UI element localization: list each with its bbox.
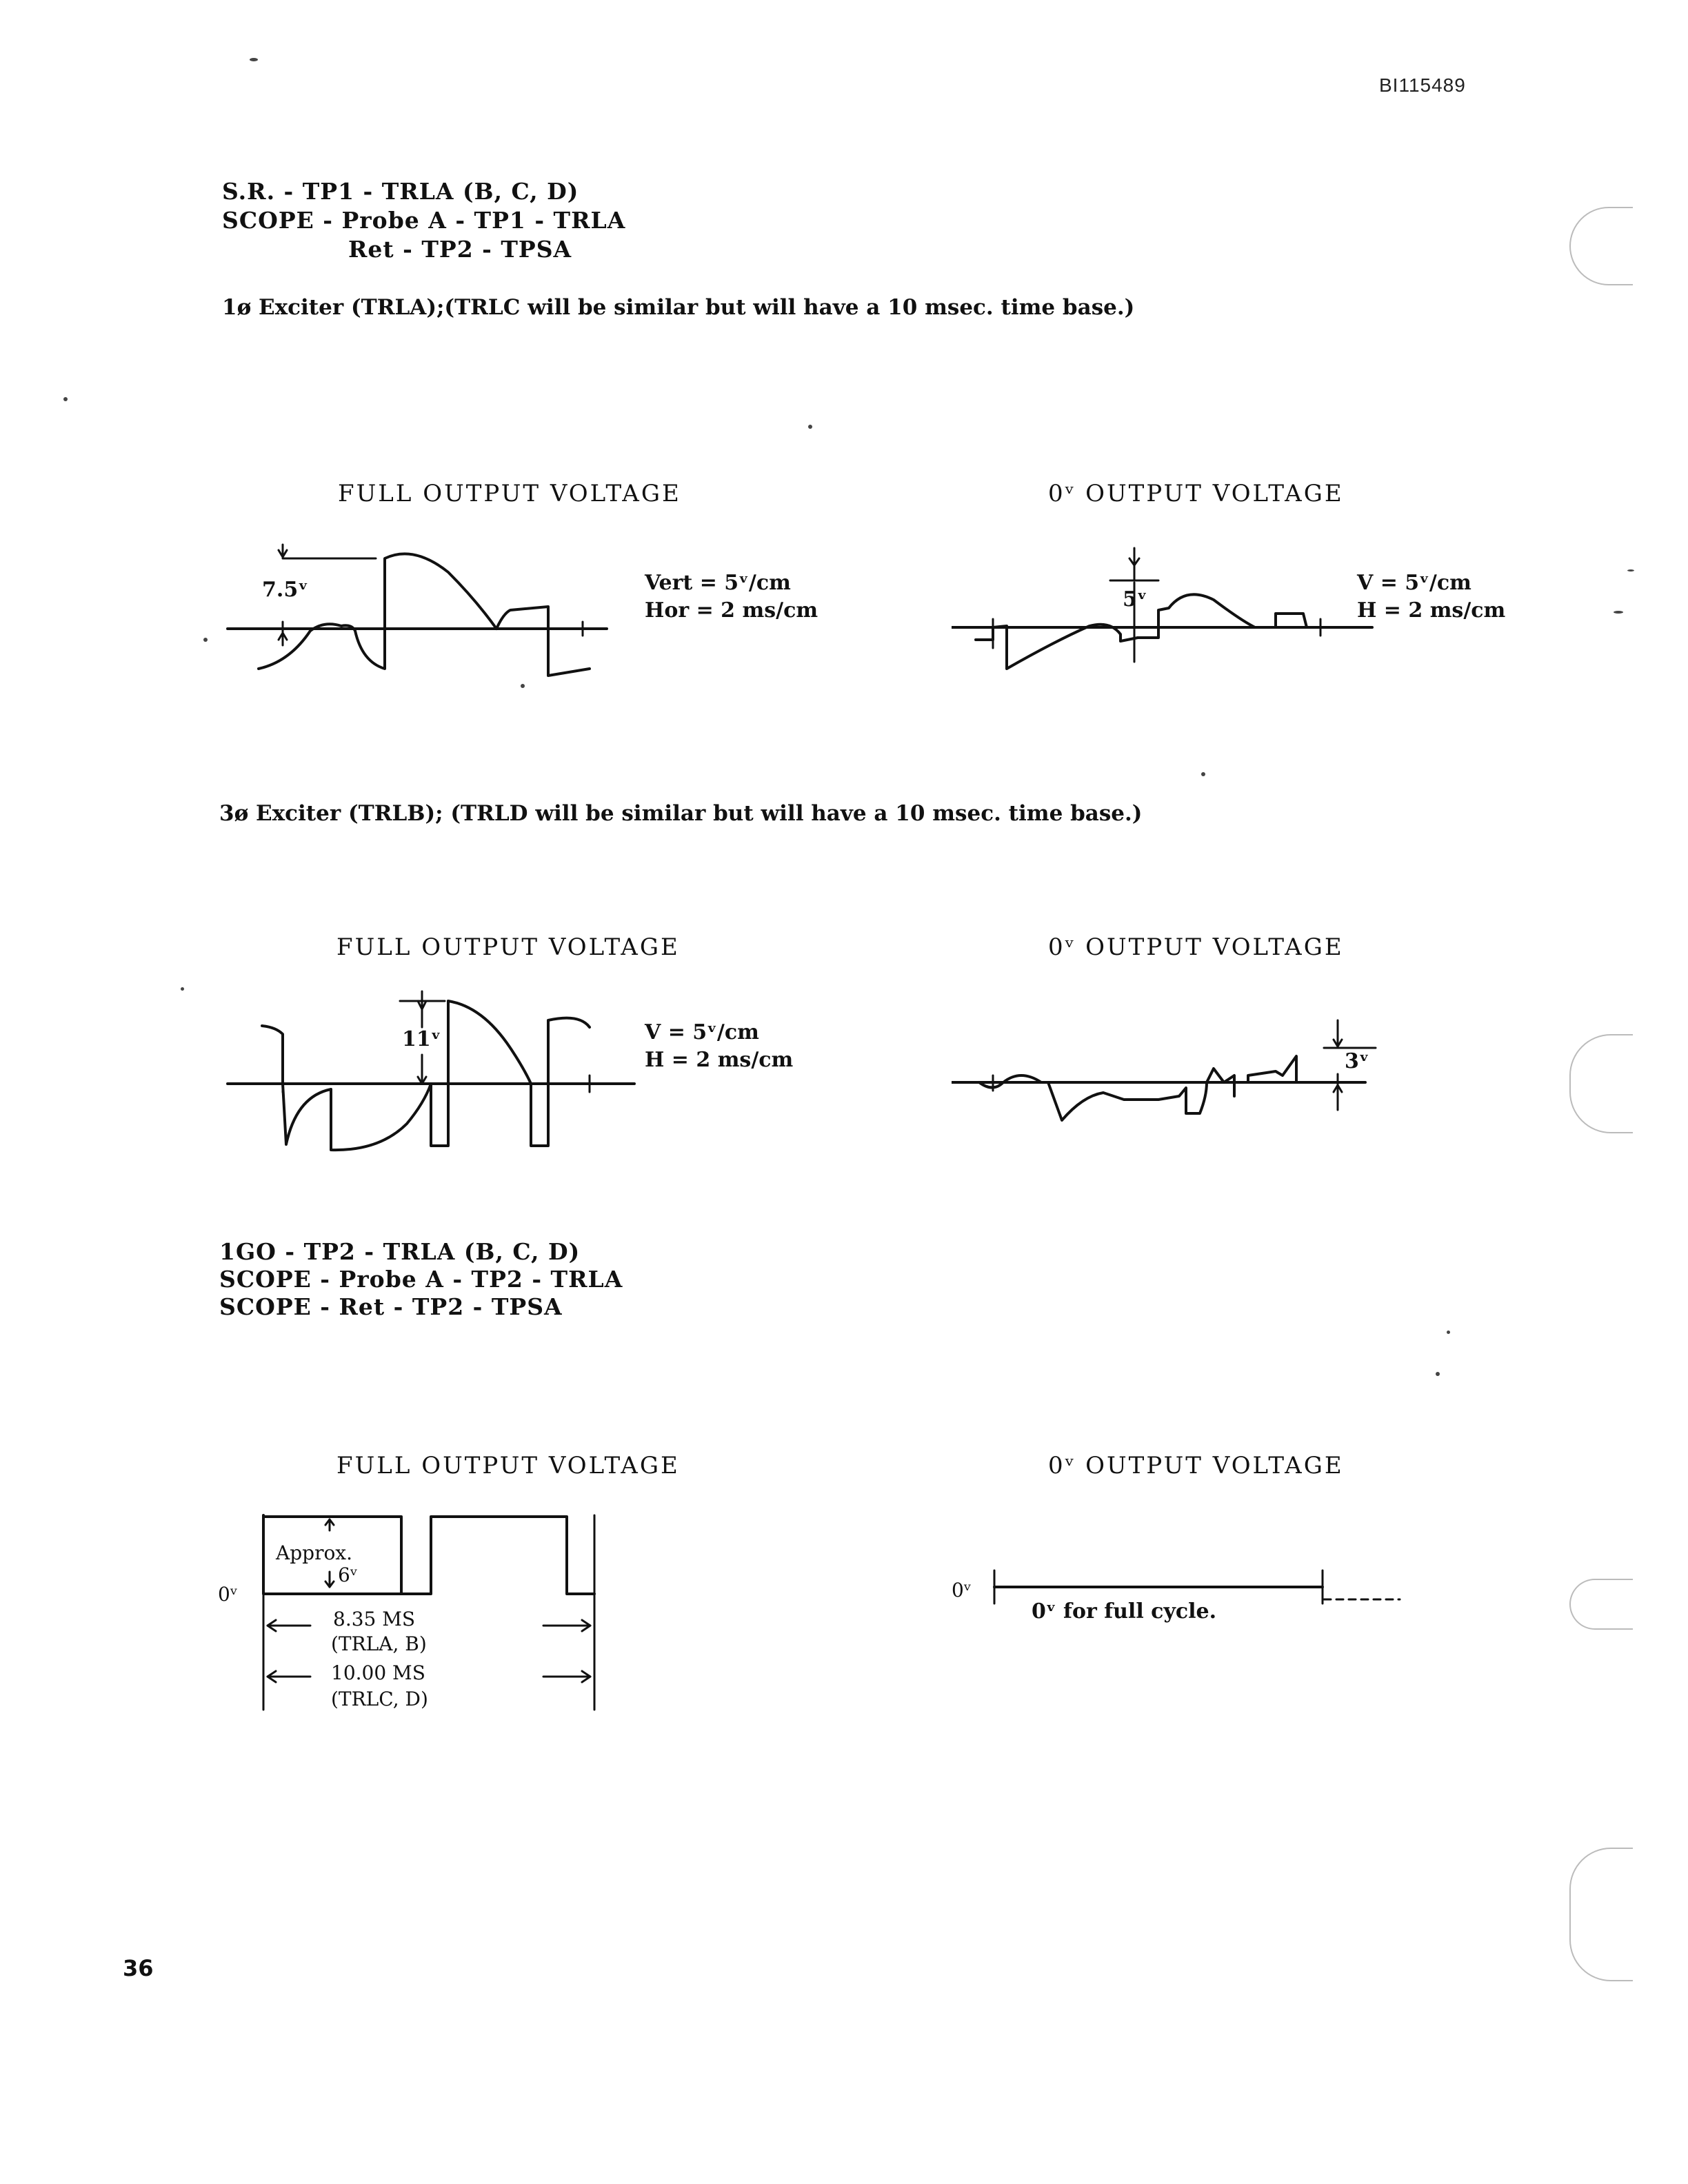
scan-speck — [1447, 1331, 1450, 1334]
section-1-full-scale-h: Hor = 2 ms/cm — [645, 598, 818, 623]
section-1-caption: 1ø Exciter (TRLA);(TRLC will be similar but will have a 10 msec. time base.) — [222, 295, 1135, 320]
section-3-full-approx: Approx. — [276, 1541, 353, 1564]
section-2-full-heading: FULL OUTPUT VOLTAGE — [336, 933, 680, 961]
punch-hole — [1569, 207, 1633, 285]
section-2-full-scale-v: V = 5ᵛ/cm — [645, 1020, 759, 1044]
setup-line-3: Ret - TP2 - TPSA — [348, 236, 572, 263]
section-2-zero-waveform — [952, 1013, 1393, 1151]
setup-line-1: S.R. - TP1 - TRLA (B, C, D) — [222, 178, 579, 205]
section-1-full-amplitude: 7.5ᵛ — [262, 578, 308, 602]
scan-speck — [203, 638, 208, 642]
scan-speck — [808, 425, 812, 429]
section-1-zero-heading: 0ᵛ OUTPUT VOLTAGE — [1048, 480, 1344, 507]
section-3-full-zero-label: 0ᵛ — [218, 1583, 238, 1606]
section-1-zero-scale-h: H = 2 ms/cm — [1357, 598, 1506, 623]
section-1-zero-amplitude: 5ᵛ — [1123, 587, 1147, 611]
section-3-period-2: 10.00 MS — [331, 1661, 425, 1684]
scan-speck — [1614, 611, 1623, 614]
punch-hole — [1569, 1034, 1633, 1133]
section-3-period-1-units: (TRLA, B) — [331, 1632, 427, 1655]
section-3-zero-label: 0ᵛ — [952, 1579, 972, 1601]
section-3-period-1: 8.35 MS — [333, 1608, 416, 1630]
document-id: BI115489 — [1379, 74, 1466, 96]
page-number: 36 — [123, 1955, 154, 1981]
punch-hole — [1569, 1579, 1633, 1630]
scan-speck — [521, 684, 525, 688]
section-2-full-amplitude: 11ᵛ — [402, 1027, 441, 1051]
scan-speck — [1627, 569, 1634, 572]
section-1-full-scale-v: Vert = 5ᵛ/cm — [645, 571, 791, 595]
section-3-full-amplitude: 6ᵛ — [338, 1564, 358, 1586]
setup-2-line-3: SCOPE - Ret - TP2 - TPSA — [219, 1293, 563, 1320]
section-3-period-2-units: (TRLC, D) — [331, 1688, 428, 1710]
setup-2-line-1: 1GO - TP2 - TRLA (B, C, D) — [219, 1238, 581, 1265]
section-2-full-waveform — [221, 986, 648, 1165]
punch-hole — [1569, 1848, 1633, 1981]
section-1-full-heading: FULL OUTPUT VOLTAGE — [338, 480, 681, 507]
section-2-zero-amplitude: 3ᵛ — [1345, 1049, 1369, 1073]
section-3-zero-note: 0ᵛ for full cycle. — [1032, 1599, 1217, 1624]
scan-speck — [63, 397, 68, 401]
section-2-full-scale-h: H = 2 ms/cm — [645, 1048, 794, 1072]
scan-speck — [1201, 772, 1205, 776]
section-3-zero-heading: 0ᵛ OUTPUT VOLTAGE — [1048, 1452, 1344, 1479]
section-1-zero-waveform — [952, 545, 1379, 689]
scan-speck — [1436, 1372, 1440, 1376]
scan-speck — [250, 58, 258, 61]
section-1-zero-scale-v: V = 5ᵛ/cm — [1357, 571, 1471, 595]
setup-line-2: SCOPE - Probe A - TP1 - TRLA — [222, 207, 626, 234]
section-2-zero-heading: 0ᵛ OUTPUT VOLTAGE — [1048, 933, 1344, 961]
setup-2-line-2: SCOPE - Probe A - TP2 - TRLA — [219, 1266, 623, 1293]
section-1-full-waveform — [207, 531, 621, 703]
section-3-full-waveform — [255, 1510, 614, 1717]
section-2-caption: 3ø Exciter (TRLB); (TRLD will be similar but will have a 10 msec. time base.) — [219, 801, 1143, 826]
scan-speck — [181, 987, 184, 991]
section-3-full-heading: FULL OUTPUT VOLTAGE — [336, 1452, 680, 1479]
